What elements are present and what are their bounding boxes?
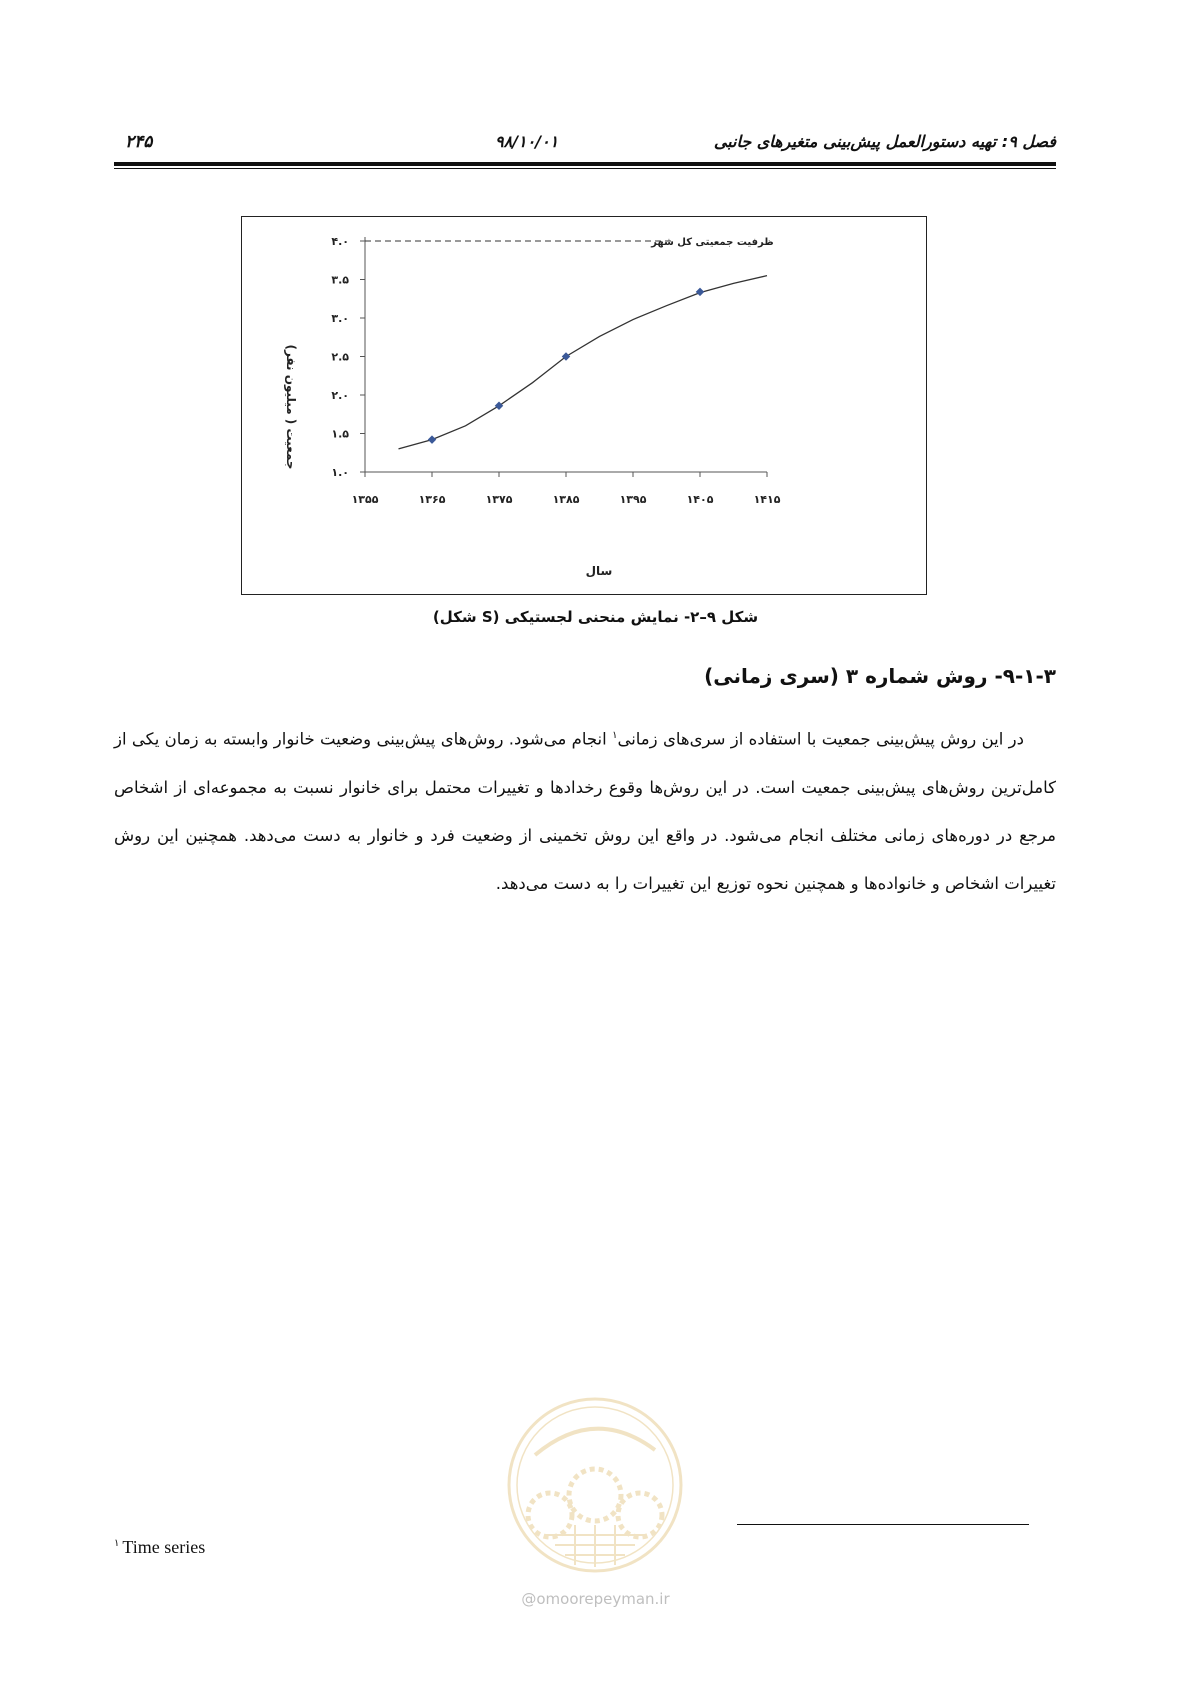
footnote-marker: ۱ [114,1538,120,1549]
x-tick-label: ۱۴۱۵ [753,493,781,506]
y-tick-label: ۱.۰ [331,466,349,479]
logistic-curve [399,276,768,449]
x-tick-label: ۱۳۷۵ [485,493,513,506]
header-rule-thin [114,168,1056,169]
capacity-label: ظرفیت جمعیتی کل شهر [651,237,774,248]
watermark-logo [505,1395,685,1579]
footnote [114,1537,205,1558]
y-tick-label: ۱.۵ [331,427,349,441]
y-tick-label: ۴.۰ [331,235,349,248]
x-tick-label: ۱۴۰۵ [686,493,714,506]
x-tick-label: ۱۳۶۵ [418,493,446,506]
x-tick-label: ۱۳۹۵ [619,493,647,506]
data-point [696,288,704,296]
watermark-site: @omoorepeyman.ir [521,1590,670,1608]
paragraph-text-start: در این روش پیش‌بینی جمعیت با استفاده از سری‌های زمانی [617,729,1024,749]
chapter-title: فصل ۹: تهیه دستورالعمل پیش‌بینی متغیرهای جانبی [713,132,1056,151]
paragraph-text-rest: انجام می‌شود. روش‌های پیش‌بینی وضعیت خانوار وابسته به زمان یکی از کامل‌ترین روش‌های پیش‌بینی جمعیت است. در این روش‌ها وقوع رخدادها و تغییرات محتمل برای خانوار نسبت به مجموعه‌ای از اشخاص مرجع در دوره‌های زمانی مختلف انجام می‌شود. در واقع این روش تخمینی از وضعیت فرد و خانوار به دست می‌دهد. همچنین این روش تغییرات اشخاص و خانواده‌ها و همچنین نحوه توزیع این تغییرات را به دست می‌دهد. [114,729,1056,893]
footnote-rule [737,1524,1029,1525]
header-rule [114,162,1056,166]
y-tick-label: ۲.۰ [331,389,349,402]
section-heading: ۹-۱-۳- روش شماره ۳ (سری زمانی) [704,664,1056,688]
footnote-text: Time series [122,1537,206,1557]
y-tick-label: ۳.۵ [331,273,349,287]
data-point [428,435,436,443]
data-point [495,402,503,410]
y-axis-label: جمعیت ( میلیون نفر) [284,344,298,470]
body-paragraph [114,712,1056,908]
x-axis-label: سال [585,564,613,578]
x-tick-label: ۱۳۵۵ [351,493,379,506]
y-tick-label: ۳.۰ [331,312,349,325]
figure-caption: شکل ۹–۲- نمایش منحنی لجستیکی (S شکل) [432,608,759,626]
logistic-chart [242,217,928,596]
page-number: ۲۴۵ [125,132,153,152]
header-date: ۹۸/۱۰/۰۱ [495,132,559,151]
y-tick-label: ۲.۵ [331,350,349,364]
figure-frame [241,216,927,595]
footnote-reference: ۱ [612,730,618,741]
x-tick-label: ۱۳۸۵ [552,493,580,506]
